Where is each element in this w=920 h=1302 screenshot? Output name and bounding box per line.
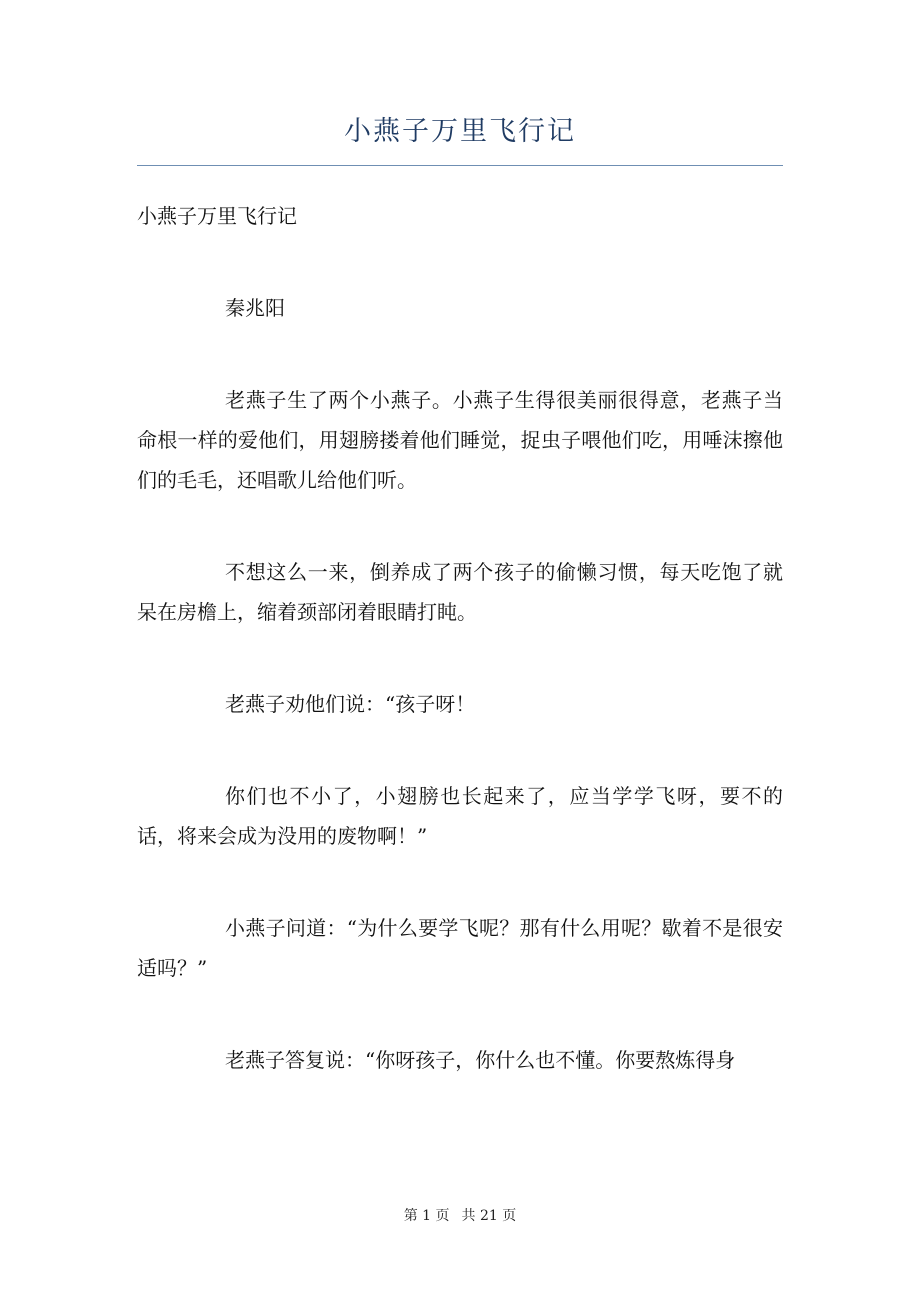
paragraph: 老燕子生了两个小燕子。小燕子生得很美丽很得意，老燕子当命根一样的爱他们，用翅膀搂着他们睡觉，捉虫子喂他们吃，用唾沫擦他们的毛毛，还唱歌儿给他们听。 [137,388,783,492]
page-number: 第 1 页 [403,1208,450,1224]
paragraph: 小燕子问道：“为什么要学飞呢？那有什么用呢？歇着不是很安适吗？” [137,916,783,980]
paragraph: 老燕子答复说：“你呀孩子，你什么也不懂。你要熬炼得身 [225,1048,736,1072]
page-footer [0,1205,920,1225]
paragraph-subtitle: 小燕子万里飞行记 [137,204,297,228]
document-body [137,196,783,1132]
title-divider [137,165,783,166]
paragraph-author: 秦兆阳 [225,296,285,320]
document-title: 小燕子万里飞行记 [344,116,576,147]
paragraph: 老燕子劝他们说：“孩子呀！ [225,692,476,716]
total-pages: 共 21 页 [461,1208,517,1224]
paragraph: 不想这么一来，倒养成了两个孩子的偷懒习惯，每天吃饱了就呆在房檐上，缩着颈部闭着眼睛打盹。 [137,560,783,624]
paragraph: 你们也不小了，小翅膀也长起来了，应当学学飞呀，要不的话，将来会成为没用的废物啊！” [137,784,783,848]
